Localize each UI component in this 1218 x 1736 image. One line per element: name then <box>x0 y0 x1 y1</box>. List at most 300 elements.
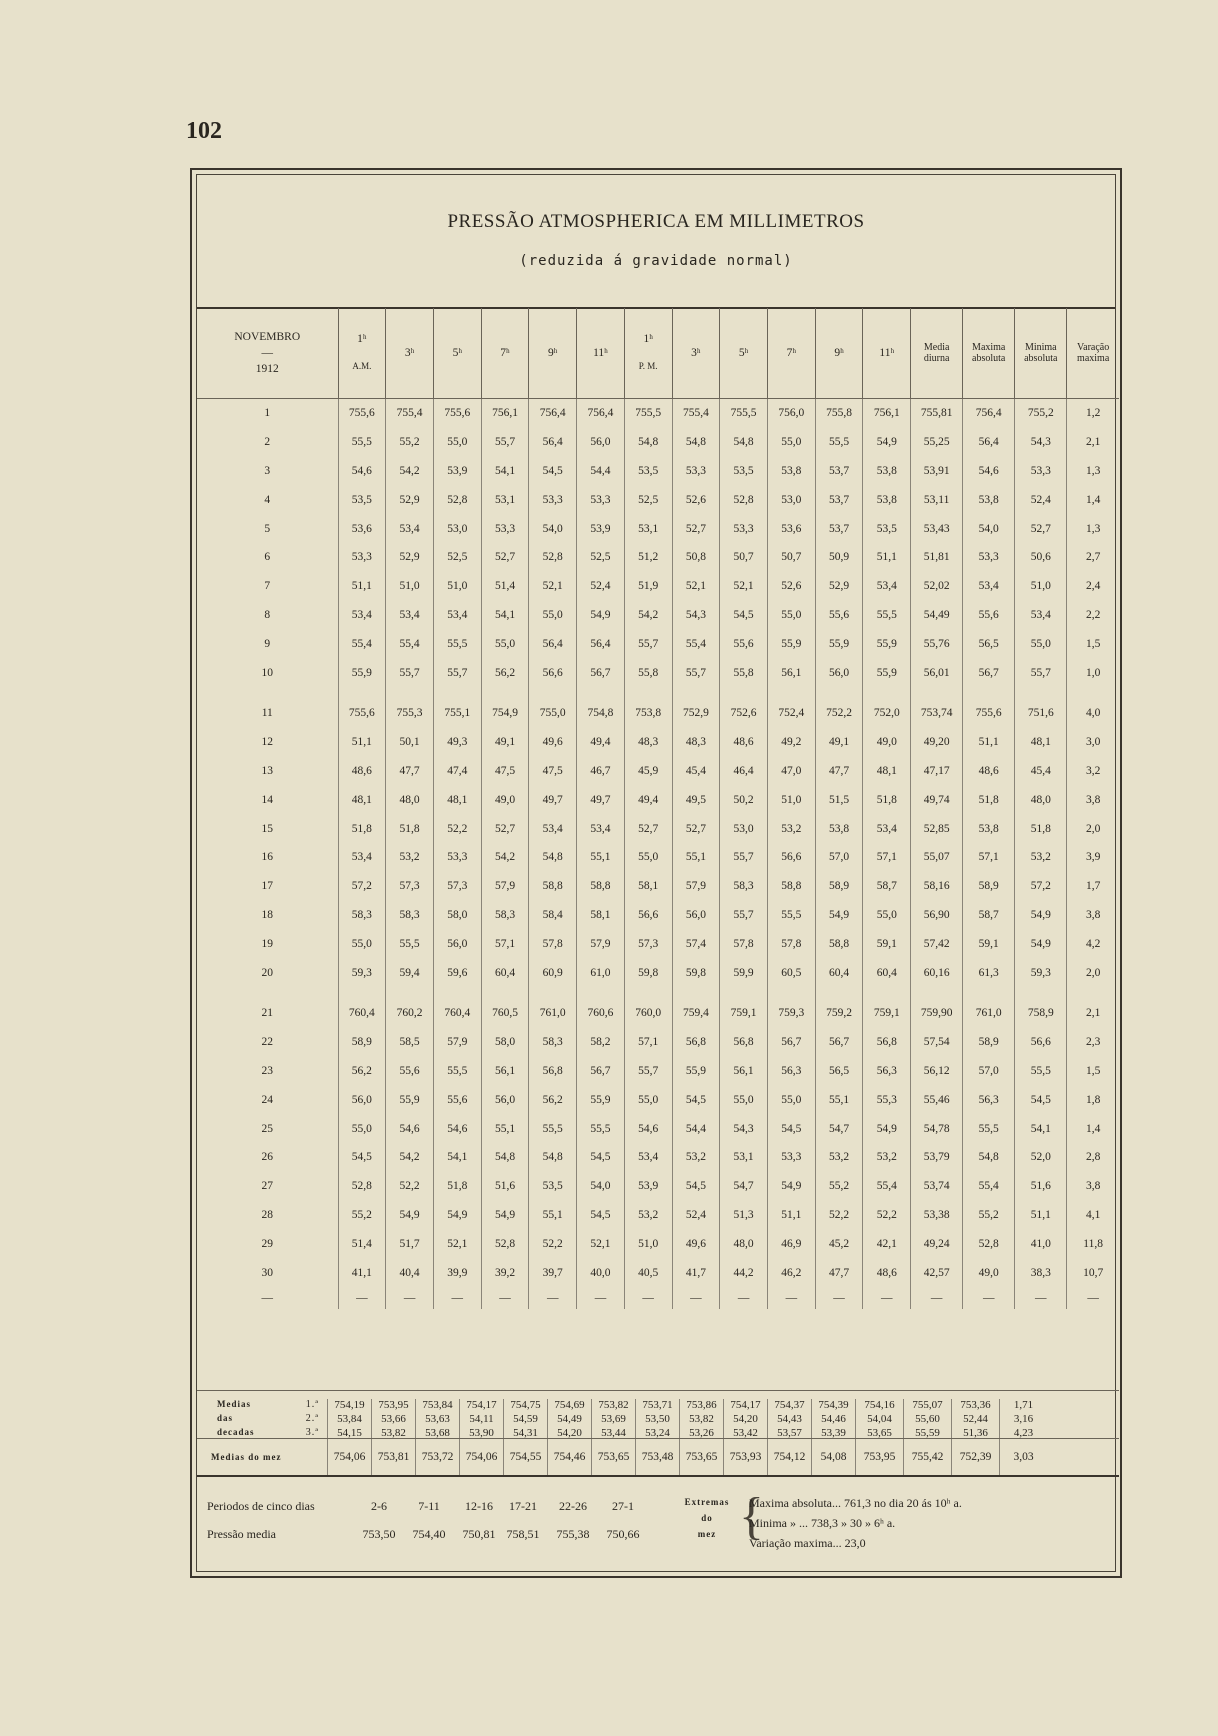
value-cell: 755,6 <box>433 399 481 428</box>
value-cell: 54,8 <box>672 428 720 457</box>
value-cell: 53,0 <box>433 514 481 543</box>
value-cell: 51,1 <box>338 728 386 757</box>
value-cell: 51,8 <box>863 785 911 814</box>
gap-cell <box>963 987 1015 999</box>
value-cell: 55,5 <box>529 1114 577 1143</box>
col-header-media: Media diurna <box>911 308 963 399</box>
dash-cell: — <box>720 1287 768 1309</box>
day-cell: 29 <box>261 1237 273 1250</box>
value-cell: 48,0 <box>1015 785 1067 814</box>
gap-cell <box>529 687 577 699</box>
value-cell: 52,1 <box>720 572 768 601</box>
value-cell: 59,3 <box>338 958 386 987</box>
extremes-lines <box>749 1493 962 1553</box>
value-cell: 49,7 <box>529 785 577 814</box>
value-cell: 51,1 <box>338 572 386 601</box>
table-row <box>197 929 1119 958</box>
decade-value: 754,37 <box>767 1399 811 1413</box>
value-cell: 48,1 <box>433 785 481 814</box>
value-cell: 53,8 <box>963 485 1015 514</box>
gap-row <box>197 687 1119 699</box>
value-cell: 50,2 <box>720 785 768 814</box>
value-cell: 54,2 <box>624 601 672 630</box>
value-cell: 752,6 <box>720 699 768 728</box>
am-label: A.M. <box>352 361 372 371</box>
decade-value: 53,66 <box>371 1413 415 1427</box>
gap-cell <box>911 987 963 999</box>
value-cell: 47,7 <box>815 1258 863 1287</box>
value-cell: 49,74 <box>911 785 963 814</box>
value-cell: 58,9 <box>963 872 1015 901</box>
value-cell: 53,8 <box>815 814 863 843</box>
value-cell: 52,8 <box>529 543 577 572</box>
gap-cell <box>338 687 386 699</box>
value-cell: 53,2 <box>863 1143 911 1172</box>
value-cell: 56,0 <box>433 929 481 958</box>
value-cell: 54,5 <box>529 457 577 486</box>
value-cell: 54,9 <box>577 601 625 630</box>
value-cell: 10,7 <box>1067 1258 1119 1287</box>
decade-value: 54,49 <box>547 1413 591 1427</box>
pressure-table <box>197 308 1119 1309</box>
value-cell: 58,1 <box>624 872 672 901</box>
value-cell: 55,7 <box>624 1057 672 1086</box>
value-cell: 54,8 <box>481 1143 529 1172</box>
day-cell: 13 <box>261 764 273 777</box>
periods-label: Periodos de cinco dias <box>207 1499 315 1513</box>
value-cell: 1,4 <box>1067 1114 1119 1143</box>
period: 17-21 <box>509 1499 537 1513</box>
value-cell: 53,2 <box>624 1201 672 1230</box>
col-header <box>529 308 577 399</box>
value-cell: 58,8 <box>815 929 863 958</box>
decade-value: 754,17 <box>723 1399 767 1413</box>
day-cell: 30 <box>261 1266 273 1279</box>
value-cell: 755,8 <box>815 399 863 428</box>
value-cell: 756,1 <box>481 399 529 428</box>
value-cell: 54,3 <box>1015 428 1067 457</box>
value-cell: 53,8 <box>963 814 1015 843</box>
value-cell: 55,9 <box>815 629 863 658</box>
value-cell: 58,3 <box>720 872 768 901</box>
dash-cell: — <box>911 1287 963 1309</box>
value-cell: 3,8 <box>1067 1172 1119 1201</box>
value-cell: 58,3 <box>338 901 386 930</box>
value-cell: 49,0 <box>963 1258 1015 1287</box>
gap-cell <box>963 687 1015 699</box>
value-cell: 56,01 <box>911 658 963 687</box>
value-cell: 56,1 <box>767 658 815 687</box>
value-cell: 56,0 <box>338 1085 386 1114</box>
value-cell: 761,0 <box>529 999 577 1028</box>
value-cell: 52,7 <box>672 814 720 843</box>
value-cell: 57,8 <box>767 929 815 958</box>
gap-cell <box>197 687 338 699</box>
value-cell: 759,90 <box>911 999 963 1028</box>
value-cell: 56,0 <box>577 428 625 457</box>
value-cell: 53,4 <box>529 814 577 843</box>
value-cell: 55,4 <box>386 629 434 658</box>
decade-label: Medias <box>217 1399 251 1409</box>
value-cell: 38,3 <box>1015 1258 1067 1287</box>
value-cell: 51,7 <box>386 1229 434 1258</box>
value-cell: 55,1 <box>481 1114 529 1143</box>
value-cell: 54,6 <box>338 457 386 486</box>
day-cell: 18 <box>261 908 273 921</box>
day-cell: 2 <box>264 436 271 449</box>
value-cell: 54,5 <box>577 1143 625 1172</box>
day-cell: 22 <box>261 1036 273 1049</box>
value-cell: 11,8 <box>1067 1229 1119 1258</box>
value-cell: 57,1 <box>863 843 911 872</box>
table-row <box>197 814 1119 843</box>
value-cell: 53,3 <box>577 485 625 514</box>
month-mean-value: 752,39 <box>951 1439 999 1475</box>
value-cell: 54,5 <box>672 1085 720 1114</box>
table-row <box>197 658 1119 687</box>
value-cell: 2,3 <box>1067 1028 1119 1057</box>
value-cell: 55,1 <box>815 1085 863 1114</box>
value-cell: 57,8 <box>529 929 577 958</box>
day-cell: 27 <box>261 1180 273 1193</box>
value-cell: 52,7 <box>672 514 720 543</box>
value-cell: 53,2 <box>1015 843 1067 872</box>
value-cell: 45,9 <box>624 757 672 786</box>
value-cell: 56,1 <box>720 1057 768 1086</box>
value-cell: 58,8 <box>529 872 577 901</box>
table-row <box>197 785 1119 814</box>
value-cell: 54,1 <box>481 601 529 630</box>
value-cell: 755,6 <box>338 399 386 428</box>
value-cell: 47,0 <box>767 757 815 786</box>
gap-cell <box>386 987 434 999</box>
decade-value: 53,65 <box>855 1427 903 1441</box>
extreme-variation: Variação maxima... 23,0 <box>749 1536 866 1550</box>
value-cell: 53,79 <box>911 1143 963 1172</box>
table-row <box>197 1229 1119 1258</box>
value-cell: 760,2 <box>386 999 434 1028</box>
decade-value: 3,16 <box>999 1413 1047 1427</box>
value-cell: 1,7 <box>1067 872 1119 901</box>
value-cell: 55,9 <box>577 1085 625 1114</box>
gap-cell <box>1067 687 1119 699</box>
value-cell: 55,9 <box>767 629 815 658</box>
month-mean-value: 755,42 <box>903 1439 951 1475</box>
decade-ordinal: 3.ª <box>305 1427 319 1438</box>
value-cell: 58,5 <box>386 1028 434 1057</box>
value-cell: 56,4 <box>577 629 625 658</box>
decade-value: 53,90 <box>459 1427 503 1441</box>
value-cell: 55,2 <box>815 1172 863 1201</box>
value-cell: 58,2 <box>577 1028 625 1057</box>
value-cell: 58,3 <box>481 901 529 930</box>
month-mean-value: 3,03 <box>999 1439 1047 1475</box>
value-cell: 54,1 <box>481 457 529 486</box>
extremes-label <box>677 1497 737 1539</box>
value-cell: 760,5 <box>481 999 529 1028</box>
value-cell: 55,0 <box>624 843 672 872</box>
value-cell: 57,3 <box>433 872 481 901</box>
dash-cell: — <box>481 1287 529 1309</box>
table-row <box>197 901 1119 930</box>
value-cell: 54,2 <box>386 1143 434 1172</box>
table-row <box>197 1085 1119 1114</box>
decade-value: 53,68 <box>415 1427 459 1441</box>
value-cell: 53,4 <box>386 601 434 630</box>
dash-row <box>197 1287 1119 1309</box>
gap-cell <box>815 987 863 999</box>
value-cell: 55,4 <box>338 629 386 658</box>
value-cell: 47,5 <box>529 757 577 786</box>
dash-cell: — <box>1067 1287 1119 1309</box>
value-cell: 48,3 <box>624 728 672 757</box>
value-cell: 52,8 <box>963 1229 1015 1258</box>
gap-cell <box>767 687 815 699</box>
value-cell: 47,4 <box>433 757 481 786</box>
decade-value: 53,84 <box>327 1413 371 1427</box>
value-cell: 60,4 <box>815 958 863 987</box>
value-cell: 46,7 <box>577 757 625 786</box>
value-cell: 59,8 <box>624 958 672 987</box>
day-cell: 17 <box>261 880 273 893</box>
decade-value: 53,39 <box>811 1427 855 1441</box>
value-cell: 56,8 <box>672 1028 720 1057</box>
extreme-max: Maxima absoluta... 761,3 no dia 20 ás 10ʰ a. <box>749 1496 962 1510</box>
day-cell: 10 <box>261 666 273 679</box>
value-cell: 56,0 <box>815 658 863 687</box>
decade-value: 755,07 <box>903 1399 951 1413</box>
value-cell: 55,76 <box>911 629 963 658</box>
decade-value: 54,59 <box>503 1413 547 1427</box>
value-cell: 55,5 <box>863 601 911 630</box>
value-cell: 53,1 <box>624 514 672 543</box>
value-cell: 57,3 <box>386 872 434 901</box>
month-mean-value: 54,08 <box>811 1439 855 1475</box>
gap-cell <box>386 687 434 699</box>
value-cell: 50,7 <box>720 543 768 572</box>
value-cell: 54,9 <box>863 1114 911 1143</box>
value-cell: 56,4 <box>529 428 577 457</box>
value-cell: 59,6 <box>433 958 481 987</box>
value-cell: 55,2 <box>963 1201 1015 1230</box>
value-cell: 53,0 <box>767 485 815 514</box>
value-cell: 56,5 <box>815 1057 863 1086</box>
value-cell: 48,0 <box>386 785 434 814</box>
header-row <box>197 308 1119 399</box>
day-cell: 6 <box>264 551 271 564</box>
value-cell: 51,5 <box>815 785 863 814</box>
value-cell: 55,9 <box>338 658 386 687</box>
decade-value: 55,60 <box>903 1413 951 1427</box>
value-cell: 53,4 <box>338 843 386 872</box>
decade-value: 53,69 <box>591 1413 635 1427</box>
value-cell: 2,0 <box>1067 814 1119 843</box>
gap-cell <box>720 687 768 699</box>
value-cell: 60,9 <box>529 958 577 987</box>
value-cell: 52,1 <box>433 1229 481 1258</box>
value-cell: 1,0 <box>1067 658 1119 687</box>
value-cell: 55,4 <box>863 1172 911 1201</box>
table-row <box>197 1172 1119 1201</box>
table-row <box>197 1057 1119 1086</box>
value-cell: 57,0 <box>815 843 863 872</box>
value-cell: 52,6 <box>672 485 720 514</box>
value-cell: 54,8 <box>529 1143 577 1172</box>
value-cell: 56,1 <box>481 1057 529 1086</box>
value-cell: 56,2 <box>529 1085 577 1114</box>
value-cell: 58,8 <box>577 872 625 901</box>
day-cell: 8 <box>264 608 271 621</box>
decade-value: 54,20 <box>547 1427 591 1441</box>
value-cell: 50,8 <box>672 543 720 572</box>
table-inner <box>196 174 1116 1572</box>
value-cell: 51,8 <box>433 1172 481 1201</box>
decade-value: 754,16 <box>855 1399 903 1413</box>
table-frame <box>190 168 1122 1578</box>
value-cell: 49,6 <box>672 1229 720 1258</box>
day-cell: 7 <box>264 580 271 593</box>
value-cell: 55,7 <box>481 428 529 457</box>
decade-value: 53,57 <box>767 1427 811 1441</box>
table-row <box>197 1258 1119 1287</box>
page-subtitle: (reduzida á gravidade normal) <box>519 253 793 269</box>
period: 12-16 <box>465 1499 493 1513</box>
value-cell: 54,5 <box>1015 1085 1067 1114</box>
value-cell: 41,0 <box>1015 1229 1067 1258</box>
value-cell: 55,1 <box>672 843 720 872</box>
value-cell: 53,0 <box>720 814 768 843</box>
day-cell: 26 <box>261 1151 273 1164</box>
decade-value: 753,95 <box>371 1399 415 1413</box>
table-row <box>197 514 1119 543</box>
value-cell: 59,1 <box>963 929 1015 958</box>
value-cell: 48,1 <box>338 785 386 814</box>
decade-value: 53,82 <box>371 1427 415 1441</box>
extremes-label-line: mez <box>697 1529 717 1539</box>
value-cell: 58,4 <box>529 901 577 930</box>
dash-cell: — <box>261 1291 273 1304</box>
gap-cell <box>911 687 963 699</box>
month-mean-value: 753,93 <box>723 1439 767 1475</box>
col-header-variacao: Varação maxima <box>1067 308 1119 399</box>
pm-label: P. M. <box>638 361 658 371</box>
table-row <box>197 757 1119 786</box>
value-cell: 55,1 <box>529 1201 577 1230</box>
value-cell: 60,4 <box>481 958 529 987</box>
value-cell: 52,4 <box>577 572 625 601</box>
value-cell: 55,0 <box>767 601 815 630</box>
value-cell: 48,6 <box>963 757 1015 786</box>
value-cell: 52,7 <box>1015 514 1067 543</box>
month-mean-value: 754,55 <box>503 1439 547 1475</box>
dash-cell: — <box>338 1287 386 1309</box>
value-cell: 55,7 <box>672 658 720 687</box>
value-cell: 1,8 <box>1067 1085 1119 1114</box>
dash-cell: — <box>433 1287 481 1309</box>
decade-value: 54,43 <box>767 1413 811 1427</box>
value-cell: 53,3 <box>767 1143 815 1172</box>
value-cell: 55,7 <box>1015 658 1067 687</box>
decade-value: 753,86 <box>679 1399 723 1413</box>
value-cell: 756,4 <box>577 399 625 428</box>
value-cell: 54,1 <box>433 1143 481 1172</box>
value-cell: 51,4 <box>338 1229 386 1258</box>
value-cell: 58,16 <box>911 872 963 901</box>
value-cell: 53,3 <box>481 514 529 543</box>
title-block <box>197 175 1115 309</box>
value-cell: 53,4 <box>577 814 625 843</box>
col-header <box>433 308 481 399</box>
decade-value: 54,11 <box>459 1413 503 1427</box>
decade-value: 53,63 <box>415 1413 459 1427</box>
decade-value: 53,44 <box>591 1427 635 1441</box>
value-cell: 52,85 <box>911 814 963 843</box>
dash-cell: — <box>672 1287 720 1309</box>
value-cell: 55,2 <box>338 1201 386 1230</box>
pressures-row <box>207 1527 645 1542</box>
value-cell: 55,5 <box>338 428 386 457</box>
value-cell: 55,5 <box>386 929 434 958</box>
value-cell: 54,5 <box>767 1114 815 1143</box>
value-cell: 49,6 <box>529 728 577 757</box>
col-header <box>720 308 768 399</box>
extreme-min: Minima » ... 738,3 » 30 » 6ʰ a. <box>749 1516 896 1530</box>
value-cell: 53,5 <box>720 457 768 486</box>
col-header <box>481 308 529 399</box>
decade-value: 52,44 <box>951 1413 999 1427</box>
table-row <box>197 872 1119 901</box>
value-cell: 53,4 <box>624 1143 672 1172</box>
value-cell: 54,3 <box>672 601 720 630</box>
gap-cell <box>529 987 577 999</box>
value-cell: 53,3 <box>963 543 1015 572</box>
col-header <box>386 308 434 399</box>
value-cell: 53,2 <box>672 1143 720 1172</box>
value-cell: 2,1 <box>1067 999 1119 1028</box>
dash-cell: — <box>1015 1287 1067 1309</box>
value-cell: 4,0 <box>1067 699 1119 728</box>
value-cell: 57,3 <box>624 929 672 958</box>
value-cell: 756,4 <box>529 399 577 428</box>
value-cell: 52,2 <box>386 1172 434 1201</box>
value-cell: 756,4 <box>963 399 1015 428</box>
value-cell: 47,7 <box>386 757 434 786</box>
value-cell: 52,2 <box>863 1201 911 1230</box>
value-cell: 56,7 <box>577 1057 625 1086</box>
day-cell: 28 <box>261 1208 273 1221</box>
value-cell: 49,4 <box>577 728 625 757</box>
value-cell: 2,2 <box>1067 601 1119 630</box>
table-row <box>197 1028 1119 1057</box>
value-cell: 53,7 <box>815 514 863 543</box>
day-cell: 21 <box>261 1007 273 1020</box>
value-cell: 55,0 <box>481 629 529 658</box>
period: 7-11 <box>418 1499 440 1513</box>
value-cell: 55,0 <box>338 1114 386 1143</box>
col-label: 9ʰ <box>834 346 844 359</box>
decade-value: 53,82 <box>679 1413 723 1427</box>
value-cell: 53,9 <box>624 1172 672 1201</box>
value-cell: 760,4 <box>338 999 386 1028</box>
gap-cell <box>672 687 720 699</box>
month-header <box>197 308 338 399</box>
day-cell: 3 <box>264 464 271 477</box>
value-cell: 54,5 <box>720 601 768 630</box>
pressure-value: 755,38 <box>556 1527 590 1541</box>
value-cell: 53,5 <box>338 485 386 514</box>
gap-cell <box>1067 987 1119 999</box>
value-cell: 3,8 <box>1067 785 1119 814</box>
